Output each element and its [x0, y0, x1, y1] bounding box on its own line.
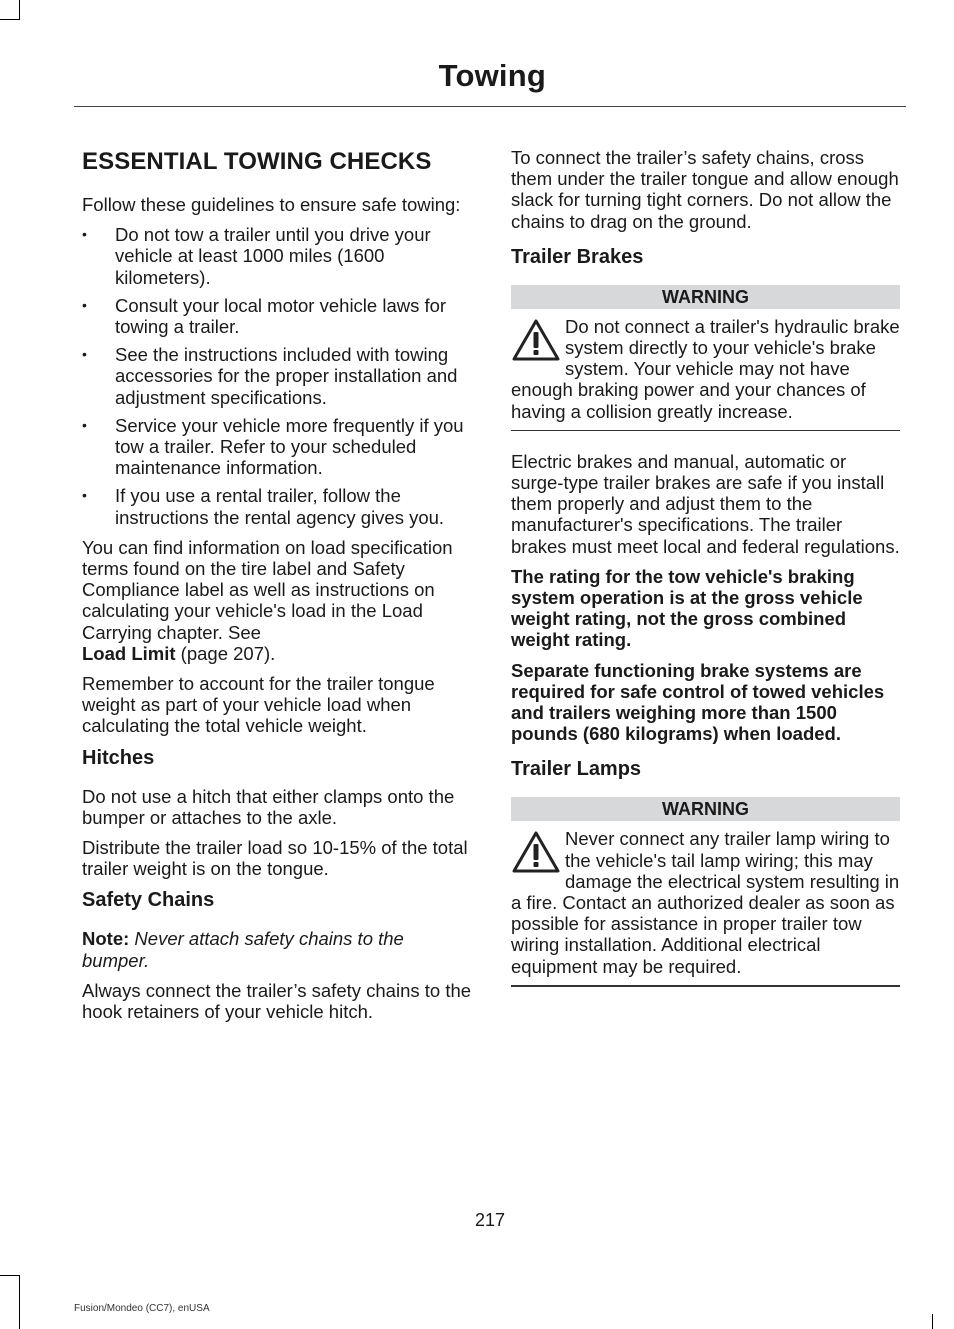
guideline-list: [82, 224, 472, 528]
load-paragraph: You can find information on load specification terms found on the tire label and Safety Compliance label as well as instructions on calculating your vehicle's load in the Load Carrying chapter. See Load Limit (page 207).: [82, 536, 453, 664]
warning-divider: [511, 430, 900, 431]
page-title: Towing: [438, 58, 546, 93]
intro-paragraph: Follow these guidelines to ensure safe towing:: [82, 194, 461, 215]
crop-mark: [932, 1314, 933, 1329]
chains-paragraph: Always connect the trailer’s safety chains to the hook retainers of your vehicle hitch.: [82, 979, 472, 1023]
crop-mark: [0, 1275, 20, 1276]
warning-divider: [511, 985, 900, 987]
hitches-heading: Hitches: [82, 746, 155, 769]
left-column: [82, 144, 472, 1031]
warning-banner: WARNING: [511, 285, 900, 309]
list-item: • Do not tow a trailer until you drive your vehicle at least 1000 miles (1600 kilometers).: [82, 224, 431, 288]
list-item: • Consult your local motor vehicle laws for towing a trailer.: [82, 294, 447, 338]
note-label: Note:: [82, 928, 130, 950]
warning-triangle-icon: [511, 830, 561, 874]
tongue-weight-paragraph: Remember to account for the trailer tongue weight as part of your vehicle load when calculating the total vehicle weight.: [82, 673, 435, 737]
list-item: • See the instructions included with towing accessories for the proper installation and adjustment specifications.: [82, 344, 458, 408]
bullet-icon: •: [82, 226, 87, 243]
hitches-paragraph: Do not use a hitch that either clamps onto the bumper or attaches to the axle.: [82, 785, 455, 828]
warning-triangle-icon: [511, 318, 561, 362]
page-number: 217: [474, 1210, 506, 1230]
footer-text: Fusion/Mondeo (CC7), enUSA: [74, 1303, 210, 1314]
crop-mark: [19, 1275, 20, 1329]
chains-paragraph: To connect the trailer’s safety chains, cross them under the trailer tongue and allow enough slack for turning tight corners. Do not allow the chains to drag on the ground.: [511, 147, 899, 232]
title-divider: [74, 106, 906, 107]
trailer-brakes-heading: Trailer Brakes: [511, 245, 644, 268]
list-item: • Service your vehicle more frequently if you tow a trailer. Refer to your scheduled maintenance information.: [82, 414, 464, 479]
rating-paragraph: The rating for the tow vehicle's braking system operation is at the gross vehicle weight rating, not the gross combined weight rating.: [511, 565, 863, 651]
list-item: • If you use a rental trailer, follow the instructions the rental agency gives you.: [82, 485, 445, 528]
warning-box: Never connect any trailer lamp wiring to the vehicle's tail lamp wiring; this may damage the electrical system resulting in a fire. Contact an authorized dealer as soon as possible for assistance in proper trailer tow wiring installation. Additional electrical equipment may be required.: [511, 828, 900, 977]
crop-mark: [19, 0, 20, 20]
bullet-icon: •: [82, 346, 87, 363]
safety-chains-heading: Safety Chains: [82, 889, 215, 912]
load-limit-link[interactable]: Load Limit: [82, 642, 176, 664]
electric-brakes-paragraph: Electric brakes and manual, automatic or surge-type trailer brakes are safe if you install them properly and adjust them to the manufacturer's specifications. The trailer brakes must meet local and federal regulations.: [511, 450, 900, 557]
right-column: [511, 144, 900, 1007]
bullet-icon: •: [82, 296, 87, 313]
hitches-paragraph: Distribute the trailer load so 10-15% of the total trailer weight is on the tongue.: [82, 837, 468, 880]
crop-mark: [0, 19, 20, 20]
trailer-lamps-heading: Trailer Lamps: [511, 758, 642, 781]
note-paragraph: Note: Never attach safety chains to the bumper.: [82, 928, 404, 971]
warning-banner: WARNING: [511, 797, 900, 821]
bullet-icon: •: [82, 416, 87, 433]
warning-box: Do not connect a trailer's hydraulic brake system directly to your vehicle's brake system. Your vehicle may not have enough braking power and your chances of having a collision greatly increase.: [511, 315, 900, 422]
bullet-icon: •: [82, 487, 87, 504]
section-title: ESSENTIAL TOWING CHECKS: [82, 148, 432, 175]
separate-brakes-paragraph: Separate functioning brake systems are required for safe control of towed vehicles and trailers weighing more than 1500 pounds (680 kilograms) when loaded.: [511, 659, 885, 745]
